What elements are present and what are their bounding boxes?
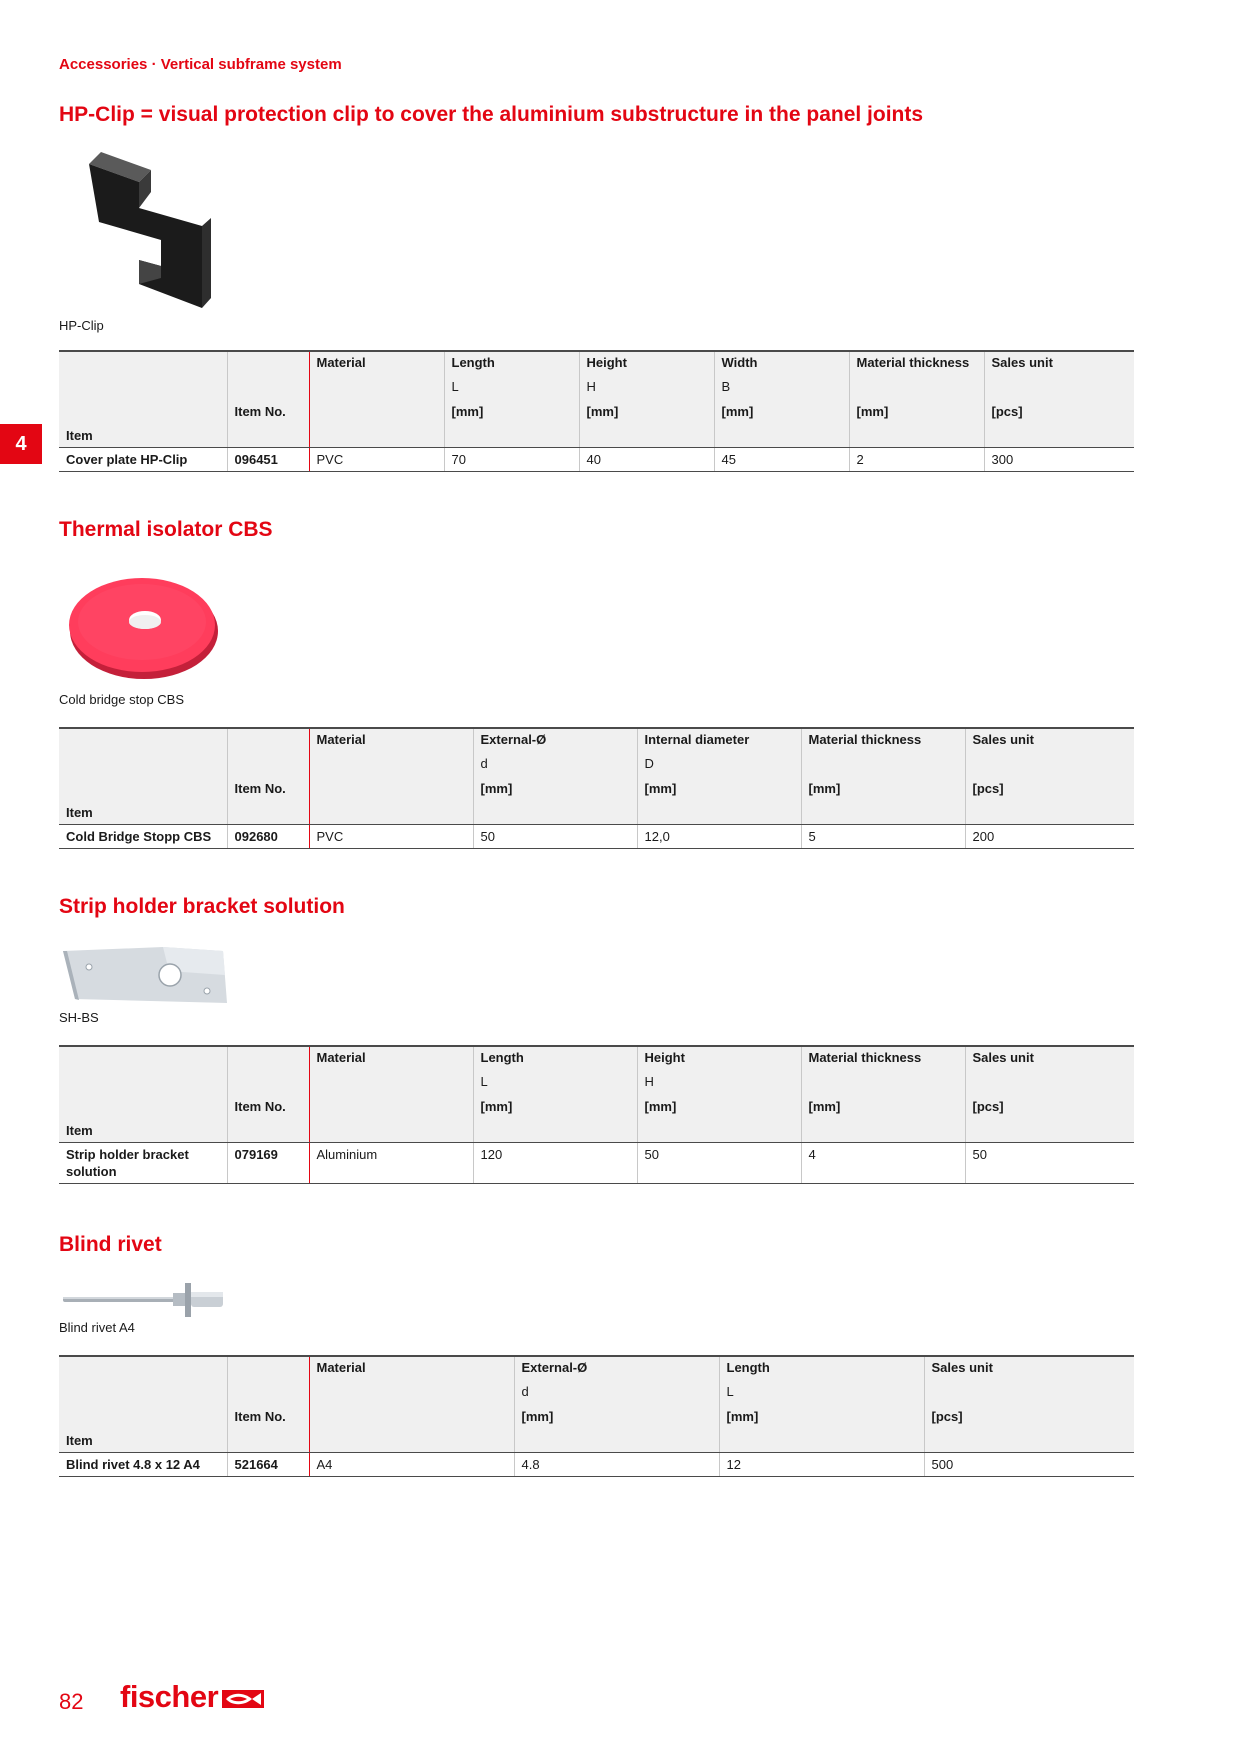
cell-item-no: 092680 (227, 825, 309, 849)
chapter-tab: 4 (0, 424, 42, 464)
table-row (59, 825, 1134, 849)
table-cbs (59, 727, 1134, 849)
header-col: Height H [mm] (637, 1046, 801, 1143)
section-title-blind-rivet: Blind rivet (59, 1233, 162, 1256)
cell-value: 4.8 (514, 1453, 719, 1477)
caption-blind-rivet: Blind rivet A4 (59, 1320, 135, 1335)
cell-item: Cover plate HP-Clip (59, 448, 227, 472)
cell-value: 200 (965, 825, 1134, 849)
header-col: Material (309, 1046, 473, 1143)
section-title-strip-holder: Strip holder bracket solution (59, 895, 345, 918)
cell-value: 2 (849, 448, 984, 472)
header-col: Length L [mm] (444, 351, 579, 448)
cell-value: 300 (984, 448, 1134, 472)
header-col: Material (309, 1356, 514, 1453)
brand-logo (120, 1679, 264, 1715)
header-col: Material thickness [mm] (849, 351, 984, 448)
header-col: Sales unit [pcs] (984, 351, 1134, 448)
header-item-no: Item No. (227, 1356, 309, 1453)
header-col: Sales unit [pcs] (965, 728, 1134, 825)
cell-value: 50 (965, 1143, 1134, 1184)
table-strip-holder (59, 1045, 1134, 1184)
table-blind-rivet (59, 1355, 1134, 1477)
header-col: Height H [mm] (579, 351, 714, 448)
header-col: Material thickness [mm] (801, 728, 965, 825)
cell-item: Strip holder bracket solution (59, 1143, 227, 1184)
cell-value: 5 (801, 825, 965, 849)
cell-item: Cold Bridge Stopp CBS (59, 825, 227, 849)
cell-value: 12 (719, 1453, 924, 1477)
caption-hp-clip: HP-Clip (59, 318, 104, 333)
cell-value: 40 (579, 448, 714, 472)
header-col: External-Ø d [mm] (514, 1356, 719, 1453)
cell-item-no: 079169 (227, 1143, 309, 1184)
cold-bridge-stop-image (59, 565, 224, 685)
header-item: Item (59, 1356, 227, 1453)
header-col: Material (309, 351, 444, 448)
cell-value: Aluminium (309, 1143, 473, 1184)
hp-clip-image (59, 148, 229, 318)
brand-name: fischer (120, 1679, 219, 1714)
page-number: 82 (59, 1689, 84, 1714)
cell-value: PVC (309, 825, 473, 849)
header-col: Sales unit [pcs] (965, 1046, 1134, 1143)
cell-value: 50 (637, 1143, 801, 1184)
cell-value: 50 (473, 825, 637, 849)
header-col: Length L [mm] (473, 1046, 637, 1143)
cell-item: Blind rivet 4.8 x 12 A4 (59, 1453, 227, 1477)
table-row (59, 1143, 1134, 1184)
table-row (59, 448, 1134, 472)
cell-value: PVC (309, 448, 444, 472)
caption-cbs: Cold bridge stop CBS (59, 692, 185, 707)
header-col: Internal diameter D [mm] (637, 728, 801, 825)
blind-rivet-image (59, 1280, 229, 1320)
cell-value: 45 (714, 448, 849, 472)
table-row (59, 1453, 1134, 1477)
section-title-hp-clip: HP-Clip = visual protection clip to cover the aluminium substructure in the panel joints (59, 103, 924, 126)
cell-value: 120 (473, 1143, 637, 1184)
header-col: Length L [mm] (719, 1356, 924, 1453)
breadcrumb: Accessories · Vertical subframe system (59, 56, 342, 73)
header-item-no: Item No. (227, 1046, 309, 1143)
table-hp-clip (59, 350, 1134, 472)
section-title-cbs: Thermal isolator CBS (59, 518, 273, 541)
caption-strip-holder: SH-BS (59, 1010, 99, 1025)
header-col: Material thickness [mm] (801, 1046, 965, 1143)
cell-value: 500 (924, 1453, 1134, 1477)
header-item-no: Item No. (227, 351, 309, 448)
cell-value: 70 (444, 448, 579, 472)
cell-value: A4 (309, 1453, 514, 1477)
cell-item-no: 096451 (227, 448, 309, 472)
cell-value: 12,0 (637, 825, 801, 849)
header-item: Item (59, 351, 227, 448)
fischer-fish-icon (222, 1690, 264, 1708)
header-col: Width B [mm] (714, 351, 849, 448)
header-col: Sales unit [pcs] (924, 1356, 1134, 1453)
strip-holder-bracket-image (59, 945, 229, 1007)
cell-item-no: 521664 (227, 1453, 309, 1477)
header-item-no: Item No. (227, 728, 309, 825)
header-item: Item (59, 1046, 227, 1143)
header-col: External-Ø d [mm] (473, 728, 637, 825)
header-item: Item (59, 728, 227, 825)
header-col: Material (309, 728, 473, 825)
cell-value: 4 (801, 1143, 965, 1184)
